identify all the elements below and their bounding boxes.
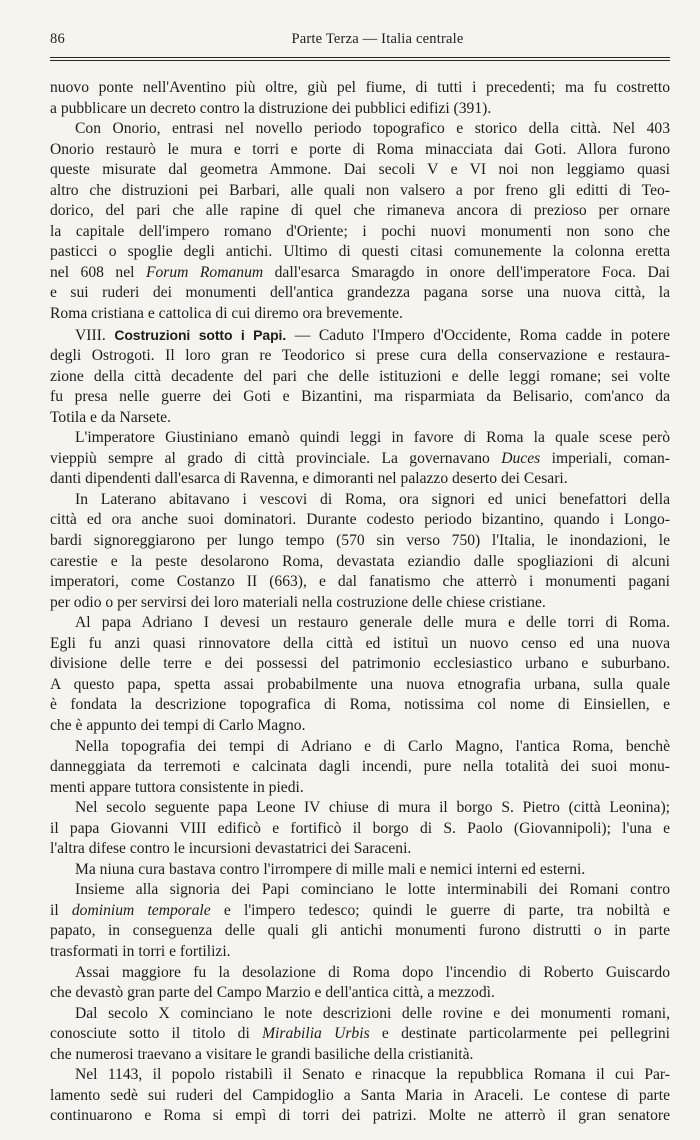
- text-line: Dal secolo X cominciano le note descrizioni delle rovine e dei monumenti romani,: [75, 1004, 670, 1022]
- text-line: divisione delle terre e dei possessi del patrimonio ecclesiastico urbano e suburbano.: [50, 655, 670, 673]
- text-line: che devastò gran parte del Campo Marzio e dell'antica città, a mezzodì.: [50, 984, 495, 1002]
- text-line: queste misurate dal geometra Ammone. Dai secoli V e VI noi non leggiamo quasi: [50, 161, 670, 179]
- text-line: a pubblicare un decreto contro la distruzione dei pubblici edifizi (391).: [50, 99, 492, 117]
- text-line: VIII. Costruzioni sotto i Papi. — Caduto l'Impero d'Occidente, Roma cadde in potere: [75, 326, 670, 344]
- text-line: Nel secolo seguente papa Leone IV chiuse di mura il borgo S. Pietro (città Leonina);: [75, 799, 670, 817]
- text-line: L'imperatore Giustiniano emanò quindi leggi in favore di Roma la quale scese però: [75, 429, 670, 447]
- text-line: che numerosi traevano a visitare le grandi basiliche della cristianità.: [50, 1045, 474, 1063]
- text-line: altro che distruzioni pei Barbari, alle quali non valsero a por freno gli editti di Teo-: [50, 181, 670, 199]
- text-line: e sui ruderi dei monumenti dell'antica grandezza pagana sorse una nuova città, la: [50, 284, 670, 302]
- text-line: Nella topografia dei tempi di Adriano e di Carlo Magno, l'antica Roma, benchè: [75, 737, 670, 755]
- text-line: vieppiù sempre al grado di città provinciale. La governavano Duces imperiali, coman-: [50, 449, 671, 467]
- italic-term: Duces: [501, 449, 541, 467]
- text-line: Insieme alla signoria dei Papi cominciano le lotte interminabili dei Romani contro: [75, 881, 670, 899]
- body-text: [50, 78, 670, 1127]
- text-line: il dominium temporale e l'impero tedesco; quindi le guerre di parte, tra nobiltà e: [50, 901, 670, 919]
- text-line: l'altra difese contro le incursioni devastatrici dei Saraceni.: [50, 840, 412, 858]
- text-line: Con Onorio, entrasi nel novello periodo topografico e storico della città. Nel 403: [75, 120, 670, 138]
- text-line: Ma niuna cura bastava contro l'irrompere di mille mali e nemici interni ed esterni.: [75, 860, 586, 878]
- text-line: fu presa nelle guerre dei Goti e Bizantini, ma risparmiata da Belisario, com'anco da: [50, 388, 670, 406]
- text-line: A questo papa, spetta assai probabilmente una nuova etnografia urbana, sulla quale: [50, 675, 670, 693]
- text-line: Nel 1143, il popolo ristabilì il Senato e rinacque la repubblica Romana il cui Par-: [75, 1066, 670, 1084]
- text-line: menti appare tuttora consistente in piedi.: [50, 778, 304, 796]
- text-line: conosciute sotto il titolo di Mirabilia Urbis e destinate particolarmente pei pellegrini: [50, 1025, 670, 1043]
- text-line: pasticci o spoglie degli antichi. Ultimo di questi citasi comunemente la colonna eretta: [50, 243, 670, 261]
- text-line: Al papa Adriano I devesi un restauro generale delle mura e delle torri di Roma.: [75, 614, 670, 632]
- text-line: papato, in conseguenza delle quali gli antichi monumenti furono distrutti o in parte: [50, 922, 670, 940]
- text-line: degli Ostrogoti. Il loro gran re Teodorico si prese cura della conservazione e restaura-: [50, 347, 670, 365]
- text-line: è fondata la descrizione topografica di Roma, notissima col nome di Einsiellen, e: [50, 696, 670, 714]
- text-line: dorico, del pari che alle rapine di quel che rimaneva ancora di prezioso per ornare: [50, 202, 670, 220]
- text-line: Egli fu anzi quasi rinnovatore della città ed istituì un nuovo censo ed una nuova: [50, 634, 670, 652]
- running-title: Parte Terza — Italia centrale: [291, 31, 464, 47]
- section-heading: Costruzioni sotto i Papi.: [114, 326, 287, 343]
- text-line: nuovo ponte nell'Aventino più oltre, giù pel fiume, di tutti i precedenti; ma fu costretto: [50, 79, 670, 96]
- text-line: continuarono e Roma si empì di torri dei patrizi. Molte ne atterrò il gran senatore: [50, 1107, 670, 1125]
- text-line: imperatori, come Costanzo II (663), e dal fanatismo che atterrò i monumenti pagani: [50, 573, 670, 591]
- text-line: la capitale dell'impero romano d'Oriente; i pochi nuovi monumenti non sono che: [50, 222, 670, 240]
- text-line: Roma cristiana e cattolica di cui diremo ora brevemente.: [50, 305, 403, 323]
- header-rule: [50, 57, 670, 58]
- text-line: nel 608 nel Forum Romanum dall'esarca Smaragdo in onore dell'imperatore Foca. Dai: [50, 263, 670, 281]
- text-line: che è appunto dei tempi di Carlo Magno.: [50, 716, 306, 734]
- italic-term: Mirabilia Urbis: [262, 1025, 370, 1043]
- text-line: carestie e la peste desolarono Roma, devastata eziandio dalle spogliazioni di alcuni: [50, 552, 670, 570]
- text-line: città ed ora anche suoi dominatori. Durante codesto periodo bizantino, quando i Longo-: [50, 511, 670, 529]
- text-line: per odio o per servirsi dei loro materiali nella costruzione delle chiese cristiane.: [50, 593, 546, 611]
- text-line: danneggiata da terremoti e calcinata dagli incendi, pure nella totalità dei suoi monu-: [50, 758, 670, 776]
- page-number: 86: [50, 31, 65, 47]
- text-line: trasformati in torri e fortilizi.: [50, 942, 231, 960]
- text-line: Onorio restaurò le mura e torri e porte di Roma minacciata dai Goti. Allora furono: [50, 140, 670, 158]
- text-line: Assai maggiore fu la desolazione di Roma dopo l'incendio di Roberto Guiscardo: [75, 963, 670, 981]
- header-rule-thin: [50, 60, 670, 61]
- text-line: zione della città decadente del pari che delle istituzioni e delle leggi romane; sei volte: [50, 367, 670, 385]
- text-line: In Laterano abitavano i vescovi di Roma, ora signori ed unici benefattori della: [75, 490, 670, 508]
- text-line: il papa Giovanni VIII edificò e fortificò il borgo di S. Paolo (Giovannipoli); l'una e: [50, 819, 670, 837]
- italic-term: Forum Romanum: [145, 263, 264, 281]
- text-line: lamento sedè sui ruderi del Campidoglio a Santa Maria in Araceli. Le contese di parte: [50, 1086, 670, 1104]
- text-line: bardi signoreggiarono per lungo tempo (570 sin verso 750) l'Italia, le inondazioni, le: [50, 532, 670, 550]
- page-header: [50, 31, 670, 51]
- text-line: danti dipendenti dall'esarca di Ravenna, e dimoranti nel palazzo deserto dei Cesari.: [50, 470, 568, 488]
- italic-term: dominium temporale: [71, 901, 211, 919]
- text-line: Totila e da Narsete.: [50, 408, 172, 426]
